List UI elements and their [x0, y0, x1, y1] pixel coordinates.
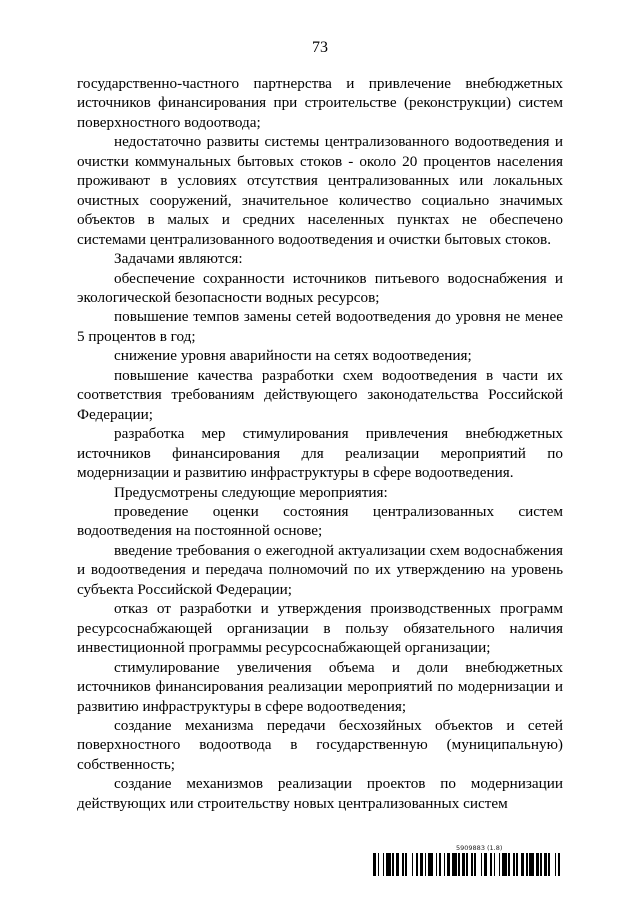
- paragraph: обеспечение сохранности источников питьевого водоснабжения и экологической безопасности водных ресурсов;: [77, 269, 563, 306]
- document-code: 5909883 (1.8): [456, 844, 503, 852]
- paragraph: недостаточно развиты системы централизованного водоотведения и очистки коммунальных бытовых стоков - около 20 процентов населения проживают в условиях отсутствия централизованных или локальных очистных сооружений, значительное количество социально значимых объектов в малых и средних населенных пунктах не обеспечено системами централизованного водоотведения и очистки бытовых стоков.: [77, 133, 563, 248]
- paragraph: Предусмотрены следующие мероприятия:: [114, 483, 388, 501]
- paragraph: создание механизма передачи бесхозяйных объектов и сетей поверхностного водоотвода в государственную (муниципальную) собственность;: [77, 716, 563, 773]
- paragraph: проведение оценки состояния централизованных систем водоотведения на постоянной основе;: [77, 502, 563, 540]
- paragraph: повышение темпов замены сетей водоотведения до уровня не менее 5 процентов в год;: [77, 308, 563, 345]
- barcode: [373, 853, 563, 876]
- paragraph: создание механизмов реализации проектов по модернизации действующих или строительству новых централизованных систем: [77, 775, 563, 812]
- document-body: [77, 74, 563, 813]
- paragraph: снижение уровня аварийности на сетях водоотведения;: [114, 347, 472, 365]
- paragraph: введение требования о ежегодной актуализации схем водоснабжения и водоотведения и передача полномочий по их утверждению на уровень субъекта Российской Федерации;: [77, 541, 563, 598]
- paragraph: стимулирование увеличения объема и доли внебюджетных источников финансирования реализации мероприятий по модернизации и развитию инфраструктуры в сфере водоотведения;: [77, 658, 563, 715]
- paragraph: отказ от разработки и утверждения производственных программ ресурсоснабжающей организации в пользу обязательного наличия инвестиционной программы ресурсоснабжающей организации;: [77, 600, 563, 657]
- paragraph: разработка мер стимулирования привлечения внебюджетных источников финансирования для реализации мероприятий по модернизации и развитию инфраструктуры в сфере водоотведения.: [77, 425, 563, 482]
- paragraph: повышение качества разработки схем водоотведения в части их соответствия требованиям действующего законодательства Российской Федерации;: [77, 366, 563, 423]
- paragraph: Задачами являются:: [114, 250, 243, 268]
- paragraph: государственно-частного партнерства и привлечение внебюджетных источников финансирования при строительстве (реконструкции) систем поверхностного водоотвода;: [77, 75, 563, 131]
- page-number: 73: [312, 39, 328, 56]
